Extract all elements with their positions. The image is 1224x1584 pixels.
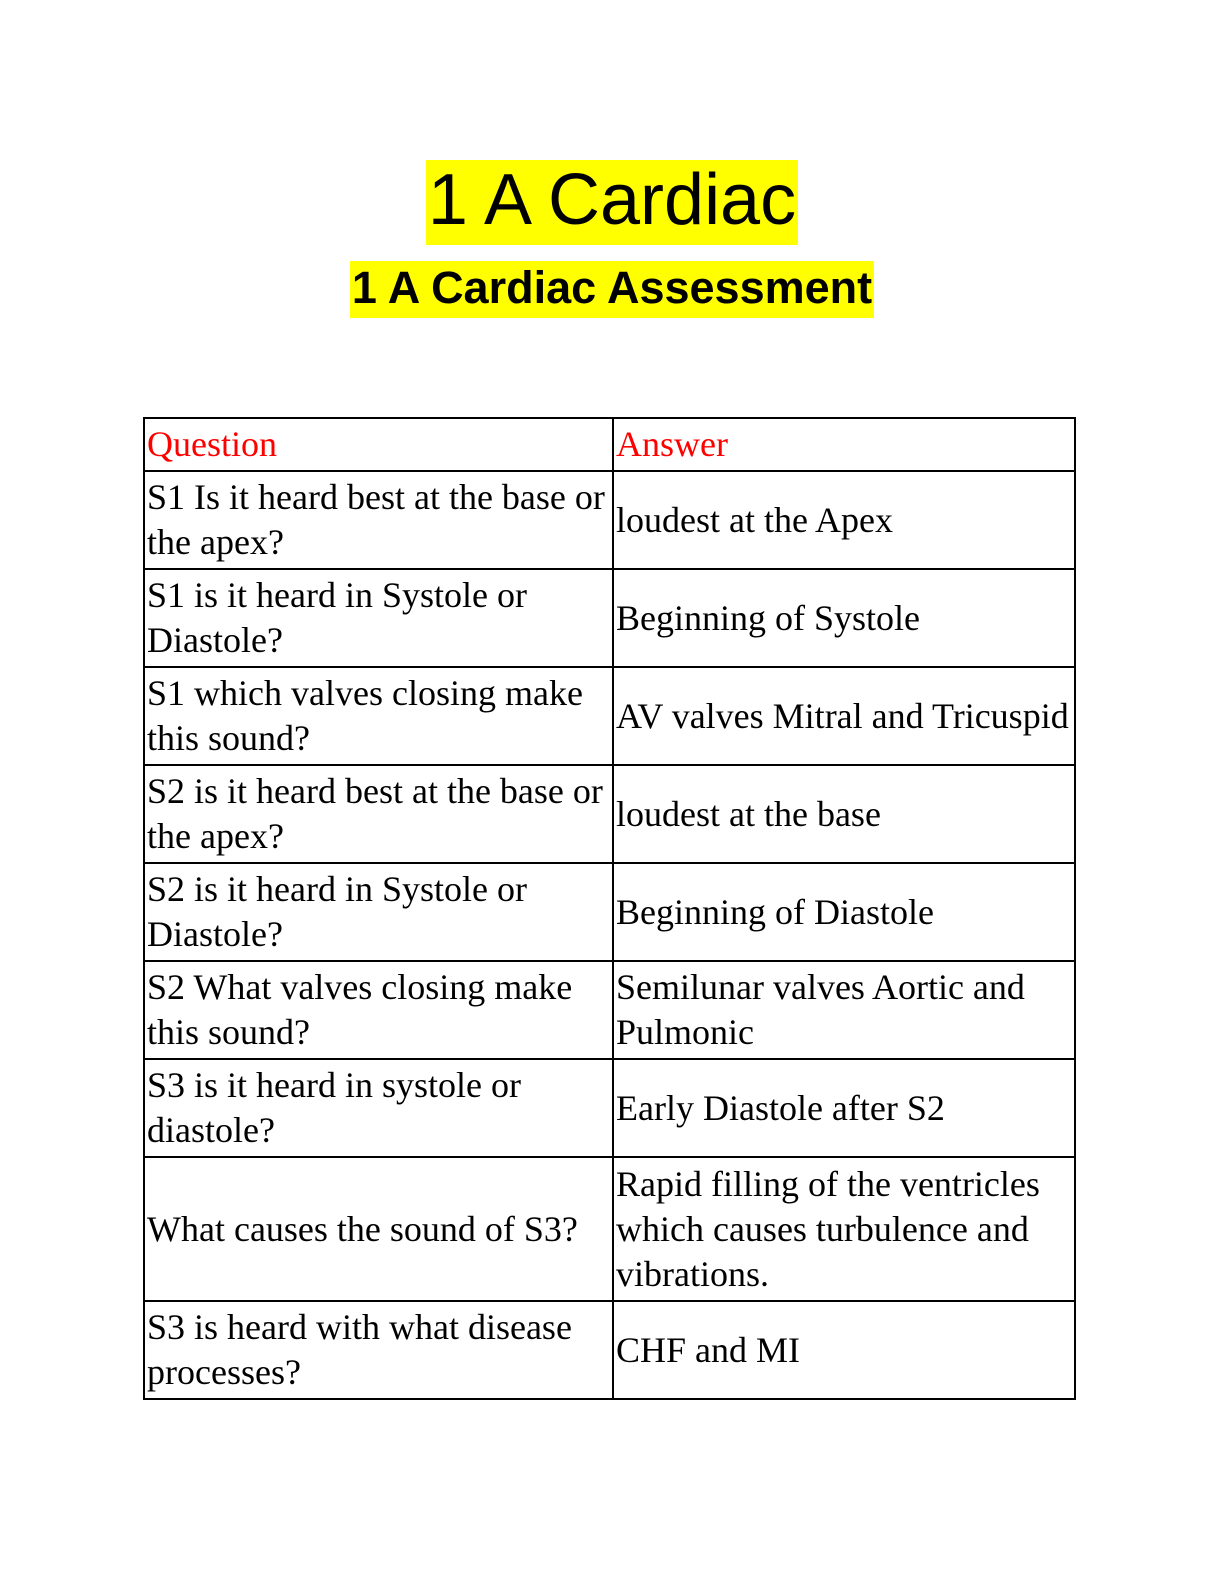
table-row xyxy=(144,471,1075,569)
question-cell: S1 Is it heard best at the base or the apex? xyxy=(144,471,613,569)
answer-cell: loudest at the Apex xyxy=(613,471,1075,569)
table-row xyxy=(144,765,1075,863)
question-cell: What causes the sound of S3? xyxy=(144,1157,613,1301)
question-cell: S1 which valves closing make this sound? xyxy=(144,667,613,765)
table-row xyxy=(144,569,1075,667)
qa-table xyxy=(143,417,1076,1400)
answer-cell: AV valves Mitral and Tricuspid xyxy=(613,667,1075,765)
table-header-row xyxy=(144,418,1075,471)
question-cell: S2 is it heard best at the base or the apex? xyxy=(144,765,613,863)
document-subtitle-wrap xyxy=(0,261,1224,318)
document-title: 1 A Cardiac xyxy=(426,160,798,245)
table-row xyxy=(144,1059,1075,1157)
answer-cell: Early Diastole after S2 xyxy=(613,1059,1075,1157)
answer-cell: Semilunar valves Aortic and Pulmonic xyxy=(613,961,1075,1059)
answer-cell: Beginning of Systole xyxy=(613,569,1075,667)
table-row xyxy=(144,1301,1075,1399)
document-subtitle: 1 A Cardiac Assessment xyxy=(350,261,874,318)
header-answer: Answer xyxy=(613,418,1075,471)
document-title-wrap xyxy=(0,160,1224,245)
answer-cell: Rapid filling of the ventricles which causes turbulence and vibrations. xyxy=(613,1157,1075,1301)
table-row xyxy=(144,667,1075,765)
table-row xyxy=(144,1157,1075,1301)
table-row xyxy=(144,863,1075,961)
question-cell: S1 is it heard in Systole or Diastole? xyxy=(144,569,613,667)
answer-cell: Beginning of Diastole xyxy=(613,863,1075,961)
table-row xyxy=(144,961,1075,1059)
answer-cell: CHF and MI xyxy=(613,1301,1075,1399)
question-cell: S2 is it heard in Systole or Diastole? xyxy=(144,863,613,961)
question-cell: S2 What valves closing make this sound? xyxy=(144,961,613,1059)
answer-cell: loudest at the base xyxy=(613,765,1075,863)
header-question: Question xyxy=(144,418,613,471)
question-cell: S3 is heard with what disease processes? xyxy=(144,1301,613,1399)
question-cell: S3 is it heard in systole or diastole? xyxy=(144,1059,613,1157)
